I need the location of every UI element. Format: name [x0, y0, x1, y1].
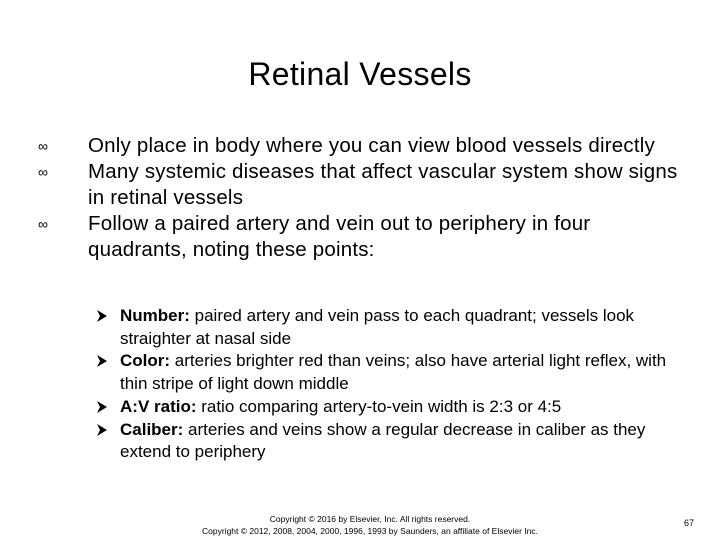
sub-bullet-term: A:V ratio: — [120, 396, 197, 416]
sub-bullet-item — [96, 350, 686, 395]
sub-bullet-term: Caliber: — [120, 419, 184, 439]
arrow-bullet-icon — [96, 400, 108, 414]
bullet-item — [38, 159, 678, 211]
sub-bullet-text: ratio comparing artery-to-vein width is 2:3 or 4:5 — [196, 396, 562, 416]
sub-bullet-item — [96, 305, 686, 350]
page-number: 67 — [684, 518, 695, 528]
bullet-text: Follow a paired artery and vein out to periphery in four quadrants, noting these points: — [88, 212, 591, 261]
sub-bullet-list — [96, 305, 686, 464]
bullet-text: Only place in body where you can view blood vessels directly — [88, 134, 655, 157]
bullet-item — [38, 133, 678, 159]
sub-bullet-item — [96, 419, 686, 464]
bullet-item — [38, 211, 678, 263]
sub-bullet-text: arteries and veins show a regular decrease in caliber as they extend to periphery — [120, 419, 646, 462]
arrow-bullet-icon — [96, 354, 108, 368]
sub-bullet-text: arteries brighter red than veins; also have arterial light reflex, with thin stripe of light down middle — [120, 351, 667, 394]
sub-bullet-term: Color: — [120, 351, 171, 371]
infinity-bullet-icon: ∞ — [38, 138, 49, 154]
slide-title: Retinal Vessels — [248, 56, 472, 92]
infinity-bullet-icon: ∞ — [38, 164, 49, 180]
copyright-line: Copyright © 2012, 2008, 2004, 2000, 1996, 1993 by Saunders, an affiliate of Elsevier Inc. — [202, 526, 538, 536]
copyright-footer — [120, 513, 620, 537]
arrow-bullet-icon — [96, 309, 108, 323]
bullet-list — [38, 133, 678, 263]
sub-bullet-text: paired artery and vein pass to each quadrant; vessels look straighter at nasal side — [120, 306, 635, 348]
sub-bullet-term: Number: — [120, 306, 190, 325]
bullet-text: Many systemic diseases that affect vascular system show signs in retinal vessels — [88, 160, 678, 209]
arrow-bullet-icon — [96, 423, 108, 437]
infinity-bullet-icon: ∞ — [38, 216, 49, 232]
copyright-line: Copyright © 2016 by Elsevier, Inc. All rights reserved. — [269, 514, 471, 524]
sub-bullet-item — [96, 396, 686, 419]
